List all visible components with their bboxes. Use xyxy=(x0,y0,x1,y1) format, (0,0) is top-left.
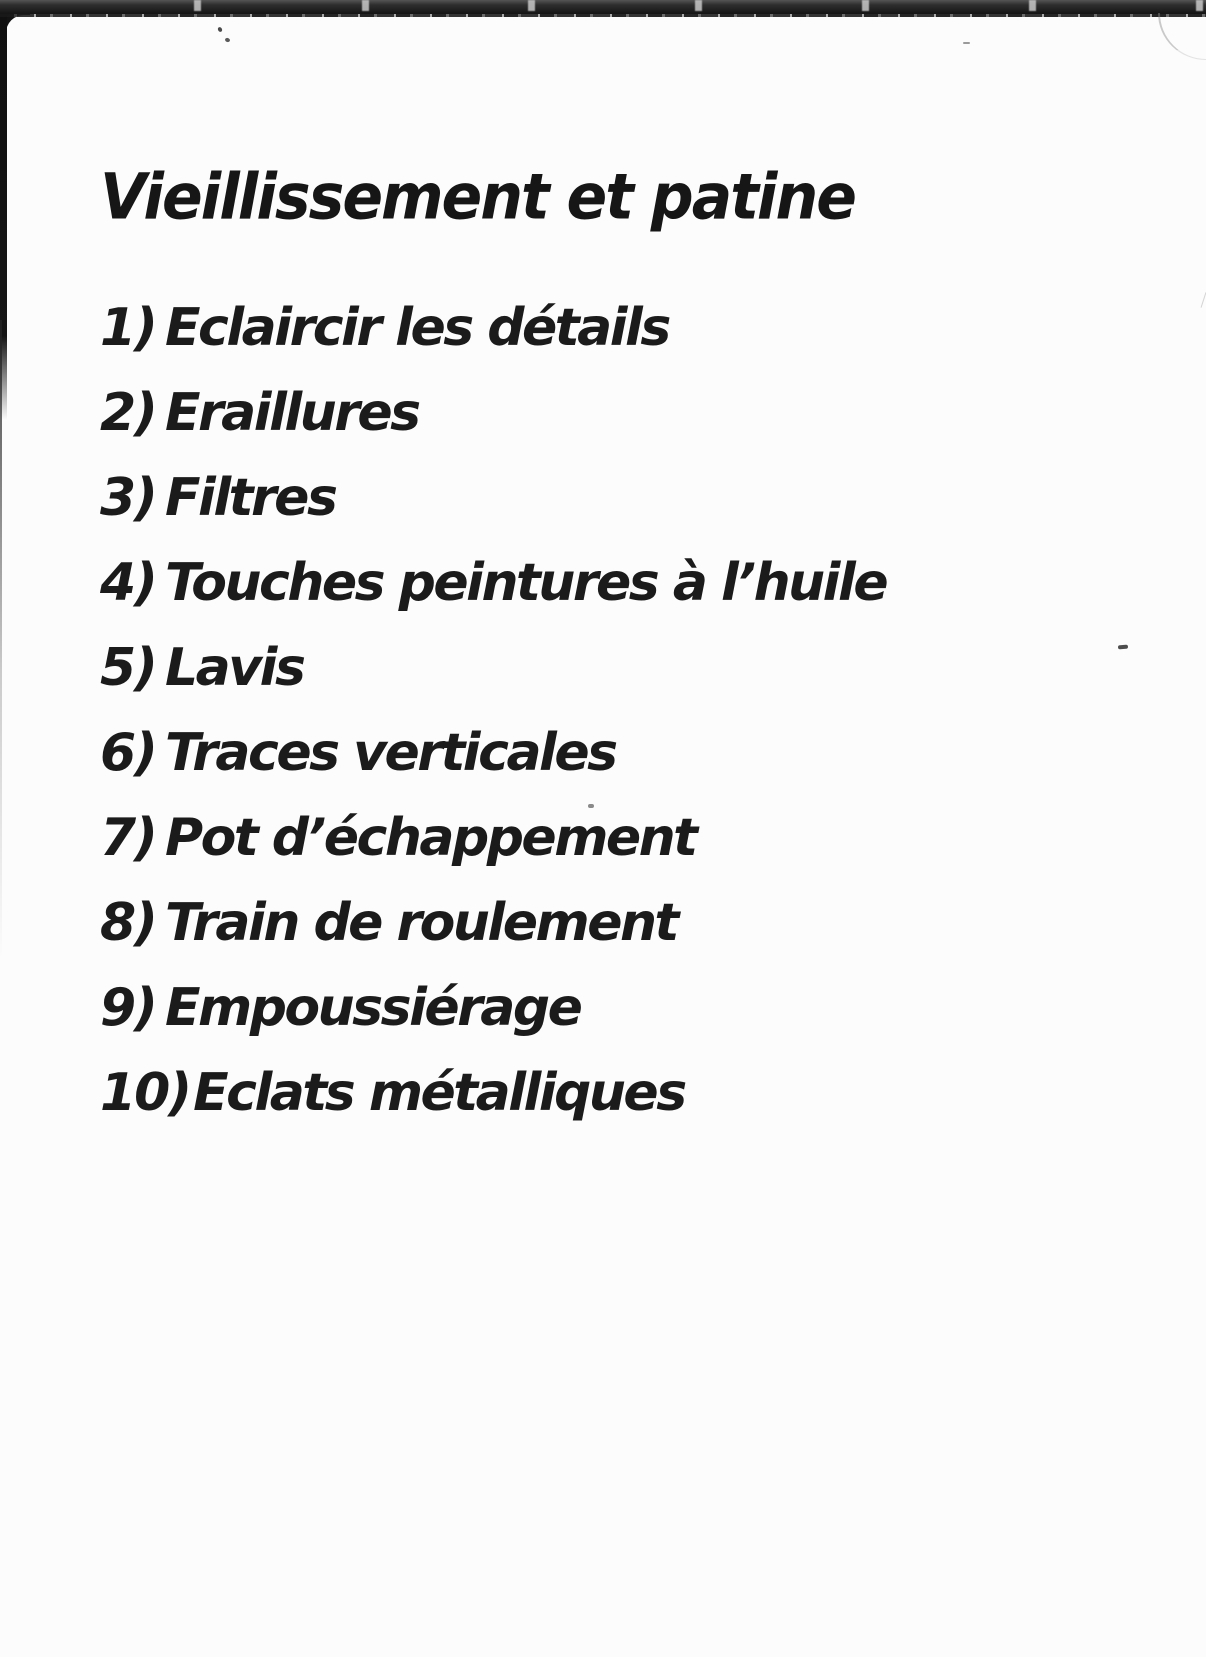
scanner-bar-tick xyxy=(528,0,535,11)
item-number: 1) xyxy=(100,298,156,358)
scanner-bar-tick xyxy=(362,0,369,11)
item-number: 2) xyxy=(100,383,156,443)
scanner-edge-bar xyxy=(0,0,1206,14)
scan-top-right-curve xyxy=(1158,13,1206,60)
item-number: 10) xyxy=(100,1063,191,1123)
list-item xyxy=(100,796,886,881)
aging-steps-list xyxy=(100,286,886,1136)
item-number: 8) xyxy=(100,893,156,953)
list-item xyxy=(100,371,886,456)
item-number: 9) xyxy=(100,978,156,1038)
item-label: Touches peintures à l’huile xyxy=(165,553,887,613)
scan-left-edge-line xyxy=(0,320,2,960)
page-rounded-corner xyxy=(6,15,50,59)
scanner-bar-tick xyxy=(1196,0,1203,11)
item-label: Pot d’échappement xyxy=(165,808,696,868)
list-item xyxy=(100,881,886,966)
list-item xyxy=(100,286,886,371)
item-label: Eclaircir les détails xyxy=(165,298,669,358)
scan-speck xyxy=(1118,645,1128,650)
list-item xyxy=(100,626,886,711)
item-number: 4) xyxy=(100,553,156,613)
item-label: Train de roulement xyxy=(165,893,677,953)
item-label: Filtres xyxy=(165,468,336,528)
scan-speck xyxy=(224,37,230,42)
list-item xyxy=(100,711,886,796)
list-item xyxy=(100,966,886,1051)
item-label: Empoussiérage xyxy=(165,978,581,1038)
scan-speck xyxy=(217,26,223,32)
item-label: Eraillures xyxy=(165,383,419,443)
scanner-bar-tick xyxy=(194,0,201,11)
item-label: Traces verticales xyxy=(165,723,616,783)
scan-right-edge-mark xyxy=(1201,292,1206,308)
scan-speck xyxy=(963,42,970,44)
page-title: Vieillissement et patine xyxy=(100,160,855,235)
list-item xyxy=(100,1051,886,1136)
scanner-bar-tick xyxy=(862,0,869,11)
item-number: 6) xyxy=(100,723,156,783)
item-number: 7) xyxy=(100,808,156,868)
scanner-bar-tick xyxy=(1029,0,1036,11)
item-number: 3) xyxy=(100,468,156,528)
item-label: Lavis xyxy=(165,638,304,698)
item-number: 5) xyxy=(100,638,156,698)
item-label: Eclats métalliques xyxy=(193,1063,685,1123)
list-item xyxy=(100,541,886,626)
scanner-bar-tick xyxy=(695,0,702,11)
list-item xyxy=(100,456,886,541)
